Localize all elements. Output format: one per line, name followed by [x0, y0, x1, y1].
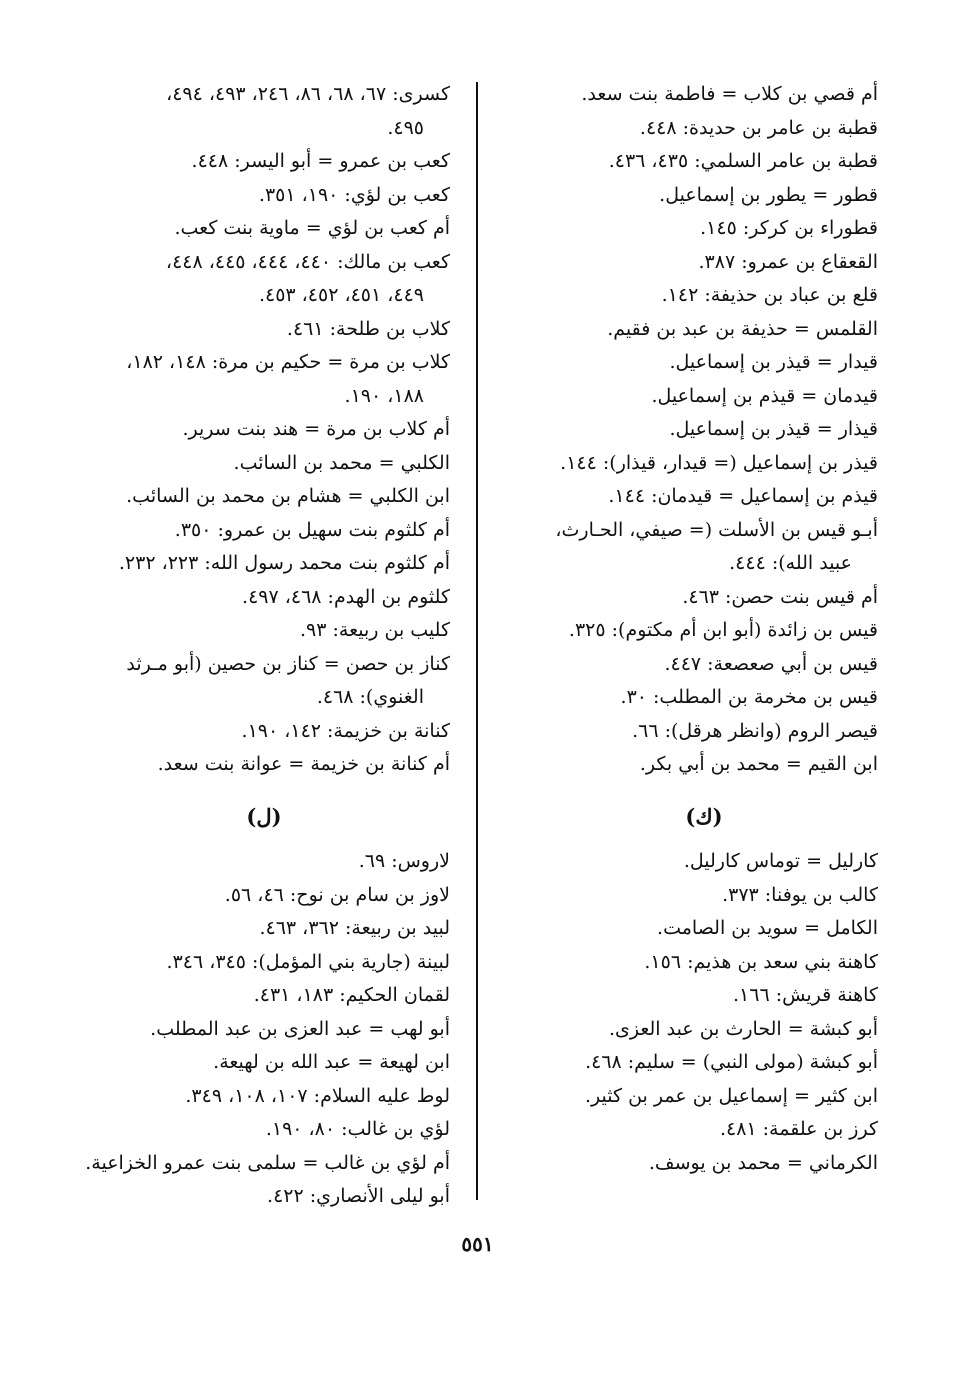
index-entry: أم لؤي بن غالب = سلمى بنت عمرو الخزاعية.: [85, 1151, 450, 1174]
index-entry: قيذار = قيذر بن إسماعيل.: [669, 418, 878, 440]
index-entry-line: كعب بن مالك: ٤٤٠، ٤٤٤، ٤٤٥، ٤٤٨،: [165, 250, 450, 273]
index-entry: قيذم بن إسماعيل = قيدمان: ١٤٤.: [608, 485, 878, 507]
index-entry: أبو كبشة (مولى النبي) = سليم: ٤٦٨.: [585, 1051, 878, 1073]
right-column: [530, 78, 878, 1180]
index-entry: أبو لهب = عبد العزى بن عبد المطلب.: [150, 1017, 450, 1040]
index-entry: ابن لهيعة = عبد الله بن لهيعة.: [213, 1051, 450, 1073]
index-entry: قطبة بن عامر بن حديدة: ٤٤٨.: [639, 116, 878, 139]
index-entry: كارليل = توماس كارليل.: [683, 850, 878, 872]
index-entry: قيدمان = قيذم بن إسماعيل.: [651, 384, 878, 407]
index-entry: ابن كثير = إسماعيل بن عمر بن كثير.: [585, 1084, 878, 1107]
index-entry-continuation: ٤٩٥.: [387, 116, 424, 139]
index-entry-continuation: ١٨٨، ١٩٠.: [344, 384, 424, 407]
index-entry: [78, 246, 450, 313]
index-entry: أم كلثوم بنت سهيل بن عمرو: ٣٥٠.: [174, 518, 450, 541]
index-entry-continuation: الغنوي): ٤٦٨.: [316, 686, 424, 708]
index-entry: الكامل = سويد بن الصامت.: [657, 917, 878, 939]
index-entry: [78, 648, 450, 715]
index-entry: [78, 346, 450, 413]
index-entry: لؤي بن غالب: ٨٠، ١٩٠.: [265, 1118, 450, 1140]
index-entry: كالب بن يوفنا: ٣٧٣.: [722, 883, 878, 906]
index-entry: لقمان الحكيم: ١٨٣، ٤٣١.: [253, 984, 450, 1006]
index-entry: قلع بن عباد بن حذيفة: ١٤٢.: [661, 284, 878, 306]
index-entry: الكرماني = محمد بن يوسف.: [648, 1151, 878, 1174]
column-divider: [476, 82, 478, 1200]
section-heading-lam: (ل): [246, 803, 282, 829]
index-entry: قيس بن مخرمة بن المطلب: ٣٠.: [620, 686, 878, 708]
index-entry-line: أبـو قيس بن الأسلت (= صيفي، الحـارث،: [555, 518, 878, 541]
index-entry: أم كلاب بن مرة = هند بنت سرير.: [182, 418, 450, 440]
index-entry: أم كنانة بن خزيمة = عوانة بنت سعد.: [157, 753, 450, 775]
index-entry: قيدار = قيذر بن إسماعيل.: [669, 351, 878, 373]
index-entry-line: كناز بن حصن = كناز بن حصين (أبو مـرثد: [126, 652, 450, 675]
index-entry: كلثوم بن الهدم: ٤٦٨، ٤٩٧.: [242, 585, 450, 608]
index-entry: كاهنة بني سعد بن هذيم: ١٥٦.: [644, 950, 878, 973]
index-entry: قيس بن أبي صعصعة: ٤٤٧.: [664, 652, 878, 675]
index-entry: أبو كبشة = الحارث بن عبد العزى.: [608, 1017, 878, 1040]
index-entry: كعب بن عمرو = أبو اليسر: ٤٤٨.: [191, 150, 450, 172]
index-entry: قطوراء بن كركر: ١٤٥.: [700, 217, 878, 239]
index-entry: أم كلثوم بنت محمد رسول الله: ٢٢٣، ٢٣٢.: [118, 552, 450, 574]
index-entry: قيس بن زائدة (أبو ابن أم مكتوم): ٣٢٥.: [568, 619, 878, 641]
index-entry-continuation: عبيد الله): ٤٤٤.: [729, 552, 852, 574]
index-entry: كلاب بن طلحة: ٤٦١.: [286, 317, 450, 340]
index-entry: الكلبي = محمد بن السائب.: [233, 451, 450, 474]
index-entry: كليب بن ربيعة: ٩٣.: [299, 619, 450, 641]
index-entry: [78, 78, 450, 145]
index-entry: لوط عليه السلام: ١٠٧، ١٠٨، ٣٤٩.: [185, 1084, 450, 1107]
index-entry: القعقاع بن عمرو: ٣٨٧.: [698, 250, 878, 273]
index-entry: لبينة (جارية بني المؤمل): ٣٤٥، ٣٤٦.: [166, 950, 450, 973]
index-entry: القلمس = حذيفة بن عبد بن فقيم.: [607, 317, 878, 340]
index-entry: ابن القيم = محمد بن أبي بكر.: [639, 753, 878, 775]
index-entry: لبيد بن ربيعة: ٣٦٢، ٤٦٣.: [259, 917, 450, 939]
index-entry: أم كعب بن لؤي = ماوية بنت كعب.: [174, 217, 450, 239]
index-entry: قطبة بن عامر السلمي: ٤٣٥، ٤٣٦.: [608, 150, 878, 172]
index-entry: كاهنة قريش: ١٦٦.: [732, 984, 878, 1006]
index-entry: قطور = يطور بن إسماعيل.: [659, 183, 878, 206]
index-entry: كعب بن لؤي: ١٩٠، ٣٥١.: [258, 183, 450, 206]
index-entry: كنانة بن خزيمة: ١٤٢، ١٩٠.: [241, 719, 450, 742]
index-entry-line: كسرى: ٦٧، ٦٨، ٨٦، ٢٤٦، ٤٩٣، ٤٩٤،: [166, 83, 450, 105]
index-entry: ابن الكلبي = هشام بن محمد بن السائب.: [126, 485, 450, 507]
index-entry: [530, 514, 878, 581]
index-entry: أم قيس بنت حصن: ٤٦٣.: [682, 585, 878, 608]
index-entry-continuation: ٤٤٩، ٤٥١، ٤٥٢، ٤٥٣.: [258, 284, 424, 306]
index-entry: قيذر بن إسماعيل (= قيدار، قيذار): ١٤٤.: [560, 451, 878, 474]
index-entry-line: كلاب بن مرة = حكيم بن مرة: ١٤٨، ١٨٢،: [126, 351, 450, 373]
index-entry: أبو ليلى الأنصاري: ٤٢٢.: [267, 1185, 450, 1207]
index-entry: كرز بن علقمة: ٤٨١.: [719, 1118, 878, 1140]
section-heading-kaf: (ك): [685, 803, 723, 829]
index-entry: لاوز بن سام بن نوح: ٤٦، ٥٦.: [224, 883, 450, 906]
index-entry: أم قصي بن كلاب = فاطمة بنت سعد.: [581, 83, 878, 105]
left-column: [78, 78, 450, 1214]
index-entry: قيصر الروم (وانظر هرقل): ٦٦.: [632, 719, 878, 742]
index-entry: لاروس: ٦٩.: [358, 850, 450, 872]
page-number: ٥٥١: [461, 1232, 494, 1256]
